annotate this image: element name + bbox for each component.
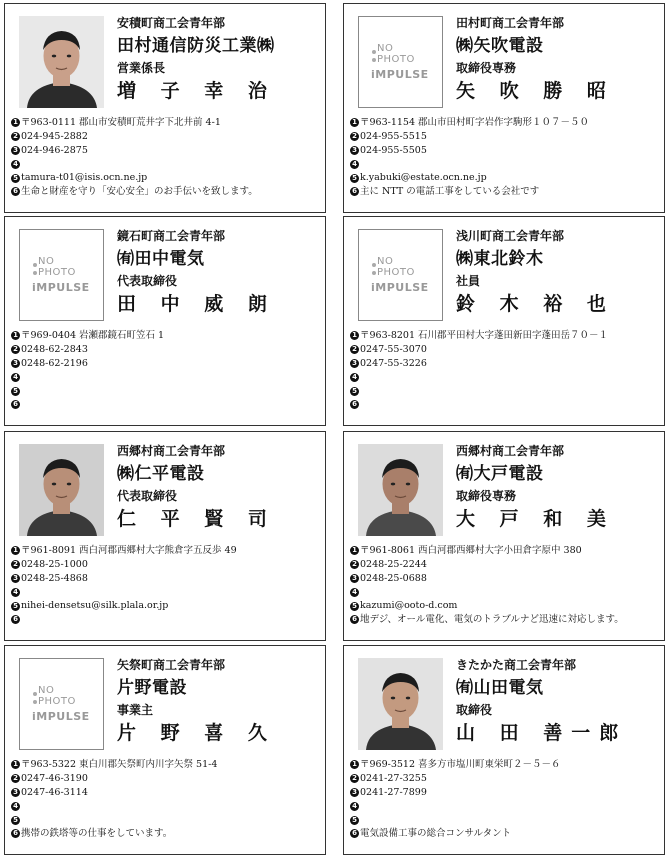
impulse-logo: iMPULSE (32, 281, 90, 294)
number-badge-icon: 4 (350, 160, 359, 169)
address-line (11, 116, 258, 130)
job-title: 事業主 (117, 703, 154, 717)
impulse-logo: iMPULSE (371, 281, 429, 294)
number-badge-icon: 6 (350, 615, 359, 624)
number-badge-icon: 4 (11, 373, 20, 382)
phone-line (350, 772, 561, 786)
company-name: ㈱矢吹電設 (456, 36, 544, 56)
mobile-line (350, 585, 624, 599)
company-name: ㈲山田電気 (456, 678, 544, 698)
no-photo-placeholder (358, 229, 443, 321)
message-line (350, 398, 608, 412)
association-name: 西郷村商工会青年部 (117, 444, 226, 458)
number-badge-icon: 5 (350, 602, 359, 611)
number-badge-icon: 6 (11, 400, 20, 409)
person-name: 仁 平 賢 司 (117, 508, 276, 530)
number-badge-icon: 5 (11, 602, 20, 611)
association-name: 田村町商工会青年部 (456, 16, 565, 30)
number-badge-icon: 2 (350, 560, 359, 569)
business-card-2 (343, 3, 665, 213)
contact-info (11, 329, 164, 412)
message-line-text: 主に NTT の電話工事をしている会社です (360, 185, 540, 197)
message-line-text: 地デジ、オール電化、電気のトラブルナど迅速に対応します。 (360, 613, 624, 625)
phone-line (350, 343, 608, 357)
email-line-text: k.yabuki@estate.ocn.ne.jp (360, 172, 487, 184)
number-badge-icon: 4 (11, 588, 20, 597)
job-title: 代表取締役 (117, 274, 178, 288)
person-name: 増 子 幸 治 (117, 80, 276, 102)
person-name: 鈴 木 裕 也 (456, 293, 615, 315)
message-line-text: 生命と財産を守り「安心安全」のお手伝いを致します。 (21, 185, 258, 197)
number-badge-icon: 6 (11, 615, 20, 624)
association-name: 安積町商工会青年部 (117, 16, 226, 30)
message-line (11, 185, 258, 199)
no-photo-line1: NO (377, 256, 394, 267)
profile-photo (358, 444, 443, 536)
number-badge-icon: 1 (350, 331, 359, 340)
number-badge-icon: 2 (11, 560, 20, 569)
fax-line-text: 024-955-5505 (360, 144, 427, 156)
address-line-text: 〒961-8091 西白河郡西郷村大字熊倉字五反歩 49 (21, 545, 237, 556)
number-badge-icon: 5 (350, 387, 359, 396)
job-title: 取締役 (456, 703, 493, 717)
number-badge-icon: 1 (350, 760, 359, 769)
mobile-line (350, 157, 589, 171)
number-badge-icon: 6 (11, 829, 20, 838)
business-card-6 (343, 431, 665, 641)
number-badge-icon: 2 (11, 132, 20, 141)
mobile-line (350, 370, 608, 384)
contact-info (11, 544, 237, 627)
address-line-text: 〒963-8201 石川郡平田村大字蓬田新田字蓬田岳７０－１ (360, 330, 609, 341)
fax-line-text: 0248-25-4868 (21, 572, 88, 584)
number-badge-icon: 3 (350, 574, 359, 583)
email-line (11, 599, 237, 613)
job-title: 取締役専務 (456, 61, 517, 75)
number-badge-icon: 1 (350, 118, 359, 127)
number-badge-icon: 2 (350, 132, 359, 141)
no-photo-placeholder (19, 658, 104, 750)
business-card-4 (343, 216, 665, 426)
number-badge-icon: 3 (350, 146, 359, 155)
phone-line-text: 024-955-5515 (360, 130, 427, 142)
number-badge-icon: 4 (11, 802, 20, 811)
address-line (350, 116, 589, 130)
number-badge-icon: 4 (350, 373, 359, 382)
job-title: 代表取締役 (117, 489, 178, 503)
fax-line (11, 786, 217, 800)
fax-line-text: 0247-46-3114 (21, 786, 88, 798)
phone-line (11, 343, 164, 357)
phone-line (11, 558, 237, 572)
person-name: 矢 吹 勝 昭 (456, 80, 615, 102)
number-badge-icon: 2 (350, 774, 359, 783)
message-line (11, 398, 164, 412)
no-photo-line2: PHOTO (38, 267, 76, 278)
number-badge-icon: 2 (11, 774, 20, 783)
number-badge-icon: 3 (350, 359, 359, 368)
number-badge-icon: 3 (350, 788, 359, 797)
address-line (350, 758, 561, 772)
job-title: 社員 (456, 274, 481, 288)
job-title: 取締役専務 (456, 489, 517, 503)
number-badge-icon: 2 (11, 345, 20, 354)
company-name: ㈲田中電気 (117, 249, 205, 269)
address-line-text: 〒961-8061 西白河郡西郷村大字小田倉字原中 380 (360, 545, 582, 556)
no-photo-line1: NO (38, 685, 55, 696)
phone-line-text: 0248-25-2244 (360, 558, 427, 570)
person-name: 田 中 威 朗 (117, 293, 276, 315)
association-name: きたかた商工会青年部 (456, 658, 577, 672)
address-line-text: 〒969-3512 喜多方市塩川町東栄町２－５－６ (360, 759, 561, 770)
company-name: 片野電設 (117, 678, 187, 698)
person-name: 大 戸 和 美 (456, 508, 615, 530)
number-badge-icon: 1 (11, 331, 20, 340)
email-line (350, 599, 624, 613)
number-badge-icon: 5 (11, 174, 20, 183)
fax-line (350, 144, 589, 158)
mobile-line (11, 585, 237, 599)
mobile-line (350, 799, 561, 813)
message-line (350, 185, 589, 199)
impulse-logo: iMPULSE (32, 710, 90, 723)
mobile-line (11, 799, 217, 813)
no-photo-line2: PHOTO (377, 54, 415, 65)
address-line (11, 329, 164, 343)
person-name: 片 野 喜 久 (117, 722, 276, 744)
contact-info (350, 544, 624, 627)
number-badge-icon: 5 (350, 174, 359, 183)
address-line-text: 〒969-0404 岩瀬郡鏡石町笠石 1 (21, 330, 165, 341)
association-name: 浅川町商工会青年部 (456, 229, 565, 243)
business-card-5 (4, 431, 326, 641)
no-photo-placeholder (19, 229, 104, 321)
number-badge-icon: 5 (11, 387, 20, 396)
no-photo-line2: PHOTO (38, 696, 76, 707)
address-line (350, 329, 608, 343)
company-name: ㈲大戸電設 (456, 464, 544, 484)
email-line-text: kazumi@ooto-d.com (360, 600, 458, 612)
profile-photo (19, 16, 104, 108)
phone-line-text: 0247-46-3190 (21, 772, 88, 784)
address-line (11, 758, 217, 772)
number-badge-icon: 3 (11, 788, 20, 797)
fax-line-text: 0248-25-0688 (360, 572, 427, 584)
fax-line (11, 144, 258, 158)
fax-line-text: 0247-55-3226 (360, 357, 427, 369)
number-badge-icon: 5 (11, 816, 20, 825)
contact-info (11, 116, 258, 199)
message-line-text: 電気設備工事の総合コンサルタント (360, 827, 512, 839)
message-line (11, 827, 217, 841)
fax-line-text: 0248-62-2196 (21, 357, 88, 369)
phone-line-text: 0248-62-2843 (21, 343, 88, 355)
business-card-1 (4, 3, 326, 213)
number-badge-icon: 3 (11, 146, 20, 155)
business-card-3 (4, 216, 326, 426)
phone-line (11, 130, 258, 144)
message-line (11, 613, 237, 627)
business-card-8 (343, 645, 665, 855)
number-badge-icon: 4 (11, 160, 20, 169)
email-line (11, 813, 217, 827)
no-photo-placeholder (358, 16, 443, 108)
email-line-text: nihei-densetsu@silk.plala.or.jp (21, 600, 169, 612)
fax-line-text: 0241-27-7899 (360, 786, 427, 798)
company-name: 田村通信防災工業㈱ (117, 36, 275, 56)
number-badge-icon: 2 (350, 345, 359, 354)
mobile-line (11, 157, 258, 171)
address-line-text: 〒963-0111 郡山市安積町荒井字下北井前 4-1 (21, 117, 221, 128)
profile-photo (358, 658, 443, 750)
impulse-logo: iMPULSE (371, 68, 429, 81)
company-name: ㈱東北鈴木 (456, 249, 544, 269)
no-photo-line2: PHOTO (377, 267, 415, 278)
number-badge-icon: 6 (11, 187, 20, 196)
phone-line-text: 0248-25-1000 (21, 558, 88, 570)
message-line (350, 827, 561, 841)
address-line (11, 544, 237, 558)
number-badge-icon: 1 (350, 546, 359, 555)
association-name: 鏡石町商工会青年部 (117, 229, 226, 243)
contact-info (350, 116, 589, 199)
phone-line-text: 024-945-2882 (21, 130, 88, 142)
mobile-line (11, 370, 164, 384)
number-badge-icon: 4 (350, 588, 359, 597)
phone-line-text: 0241-27-3255 (360, 772, 427, 784)
fax-line (350, 572, 624, 586)
address-line-text: 〒963-1154 郡山市田村町字岩作字駒形１０７－５０ (360, 117, 590, 128)
email-line (11, 171, 258, 185)
number-badge-icon: 6 (350, 829, 359, 838)
contact-info (350, 329, 608, 412)
fax-line (350, 357, 608, 371)
number-badge-icon: 6 (350, 400, 359, 409)
message-line-text: 携帯の鉄塔等の仕事をしています。 (21, 827, 173, 839)
fax-line (350, 786, 561, 800)
fax-line-text: 024-946-2875 (21, 144, 88, 156)
message-line (350, 613, 624, 627)
number-badge-icon: 3 (11, 574, 20, 583)
number-badge-icon: 1 (11, 118, 20, 127)
phone-line (350, 558, 624, 572)
number-badge-icon: 4 (350, 802, 359, 811)
email-line (350, 171, 589, 185)
number-badge-icon: 6 (350, 187, 359, 196)
association-name: 西郷村商工会青年部 (456, 444, 565, 458)
contact-info (350, 758, 561, 841)
no-photo-line1: NO (377, 43, 394, 54)
association-name: 矢祭町商工会青年部 (117, 658, 226, 672)
number-badge-icon: 1 (11, 546, 20, 555)
phone-line (350, 130, 589, 144)
person-name: 山 田 善一郎 (456, 722, 628, 744)
number-badge-icon: 3 (11, 359, 20, 368)
email-line-text: tamura-t01@isis.ocn.ne.jp (21, 172, 148, 184)
number-badge-icon: 1 (11, 760, 20, 769)
contact-info (11, 758, 217, 841)
number-badge-icon: 5 (350, 816, 359, 825)
phone-line-text: 0247-55-3070 (360, 343, 427, 355)
address-line-text: 〒963-5322 東白川郡矢祭町内川字矢祭 51-4 (21, 759, 218, 770)
email-line (350, 813, 561, 827)
fax-line (11, 572, 237, 586)
phone-line (11, 772, 217, 786)
no-photo-text (377, 43, 415, 65)
company-name: ㈱仁平電設 (117, 464, 205, 484)
no-photo-line1: NO (38, 256, 55, 267)
no-photo-text (38, 685, 76, 707)
job-title: 営業係長 (117, 61, 166, 75)
email-line (11, 384, 164, 398)
no-photo-text (38, 256, 76, 278)
address-line (350, 544, 624, 558)
fax-line (11, 357, 164, 371)
business-card-7 (4, 645, 326, 855)
email-line (350, 384, 608, 398)
profile-photo (19, 444, 104, 536)
no-photo-text (377, 256, 415, 278)
